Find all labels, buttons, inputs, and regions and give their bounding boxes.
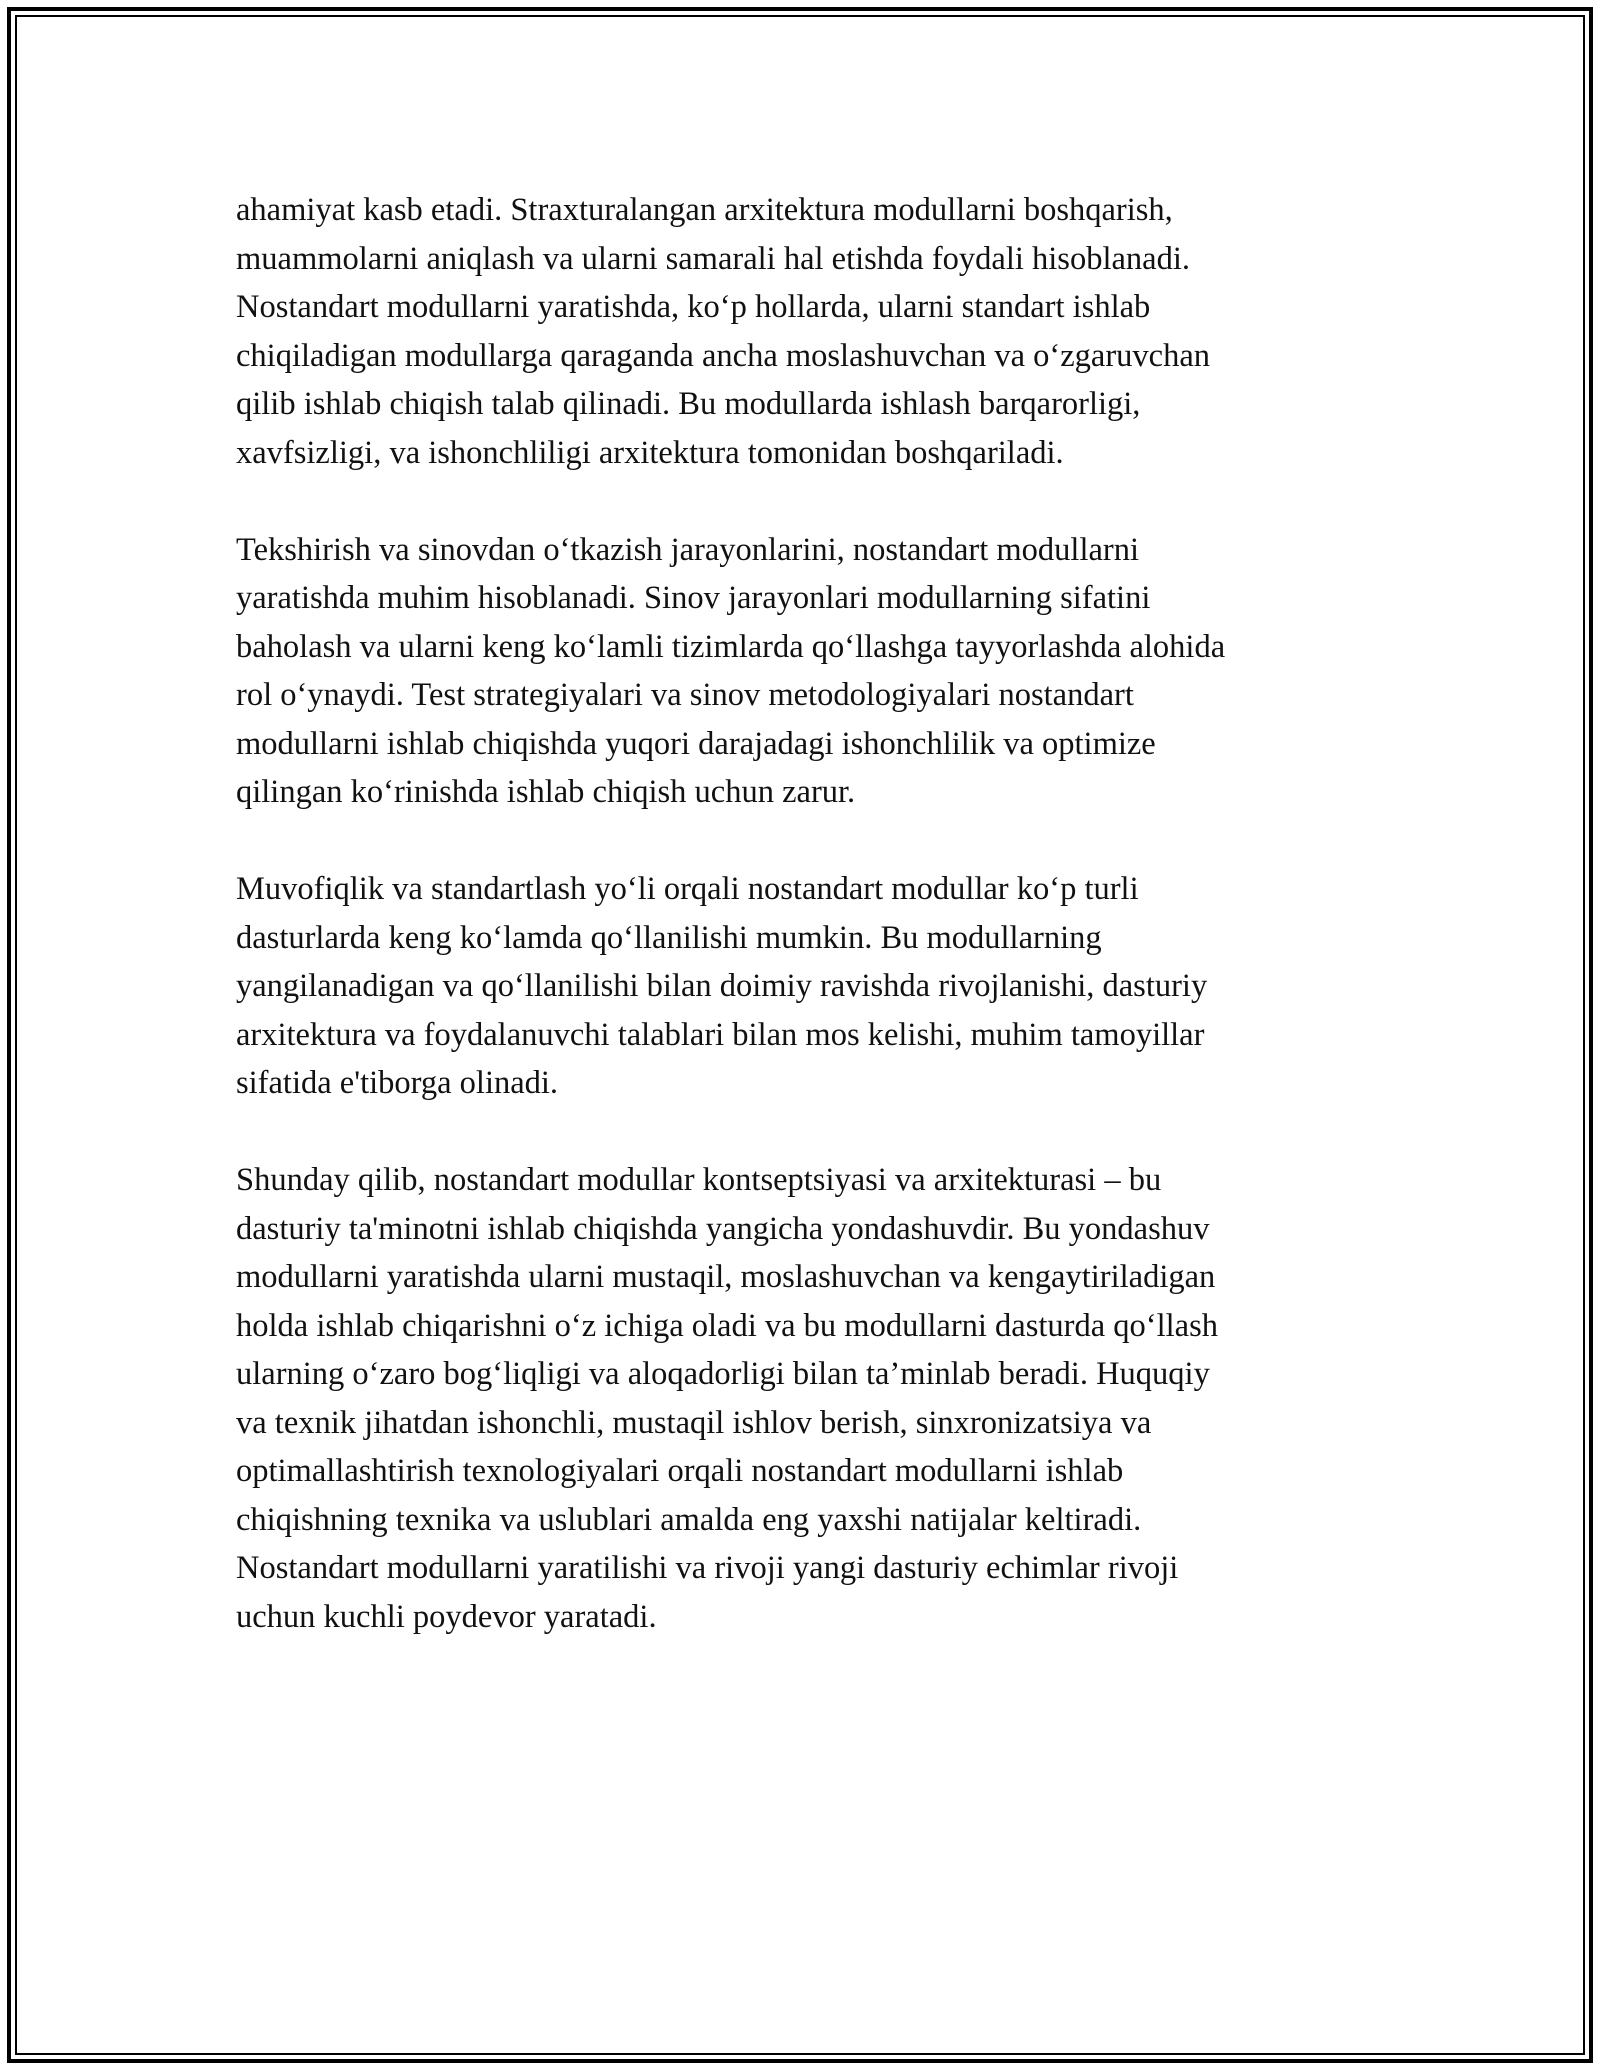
text-line: dasturlarda keng ko‘lamda qo‘llanilishi mumkin. Bu modullarning [236,919,1102,956]
text-line: uchun kuchli poydevor yaratadi. [236,1598,657,1635]
text-line: yaratishda muhim hisoblanadi. Sinov jarayonlari modullarning sifatini [236,580,1151,616]
paragraph-2 [236,526,1376,817]
text-line: va texnik jihatdan ishonchli, mustaqil ishlov berish, sinxronizatsiya va [236,1404,1152,1441]
text-line: rol o‘ynaydi. Test strategiyalari va sinov metodologiyalari nostandart [236,677,1134,713]
paragraph-1 [236,186,1376,477]
text-line: dasturiy ta'minotni ishlab chiqishda yangicha yondashuvdir. Bu yondashuv [236,1210,1210,1247]
text-line: Muvofiqlik va standartlash yo‘li orqali nostandart modullar ko‘p turli [236,871,1139,907]
paragraph-3 [236,865,1376,1108]
text-line: Shunday qilib, nostandart modullar kontseptsiyasi va arxitekturasi – bu [236,1162,1162,1198]
text-line: muammolarni aniqlash va ularni samarali hal etishda foydali hisoblanadi. [236,240,1190,277]
text-line: qilingan ko‘rinishda ishlab chiqish uchun zarur. [236,774,856,810]
text-line: xavfsizligi, va ishonchliligi arxitektura tomonidan boshqariladi. [236,434,1064,471]
text-line: modullarni ishlab chiqishda yuqori darajadagi ishonchlilik va optimize [236,725,1156,762]
text-line: modullarni yaratishda ularni mustaqil, moslashuvchan va kengaytiriladigan [236,1259,1216,1295]
text-line: qilib ishlab chiqish talab qilinadi. Bu modullarda ishlash barqarorligi, [236,386,1141,422]
text-line: sifatida e'tiborga olinadi. [236,1065,559,1101]
text-line: optimallashtirish texnologiyalari orqali nostandart modullarni ishlab [236,1453,1124,1489]
text-line: yangilanadigan va qo‘llanilishi bilan doimiy ravishda rivojlanishi, dasturiy [236,968,1208,1004]
text-line: chiqiladigan modullarga qaraganda ancha moslashuvchan va o‘zgaruvchan [236,337,1211,374]
text-line: holda ishlab chiqarishni o‘z ichiga oladi va bu modullarni dasturda qo‘llash [236,1307,1218,1344]
text-line: arxitektura va foydalanuvchi talablari bilan mos kelishi, muhim tamoyillar [236,1016,1205,1053]
text-line: ularning o‘zaro bog‘liqligi va aloqadorligi bilan ta’minlab beradi. Huquqiy [236,1356,1210,1392]
text-line: baholash va ularni keng ko‘lamli tizimlarda qo‘llashga tayyorlashda alohida [236,628,1226,665]
text-line: Nostandart modullarni yaratishda, ko‘p hollarda, ularni standart ishlab [236,289,1151,325]
paragraph-4 [236,1156,1376,1641]
text-line: chiqishning texnika va uslublari amalda eng yaxshi natijalar keltiradi. [236,1501,1142,1538]
document-body [236,186,1376,1641]
text-line: Tekshirish va sinovdan o‘tkazish jarayonlarini, nostandart modullarni [236,531,1140,568]
text-line: ahamiyat kasb etadi. Straxturalangan arxitektura modullarni boshqarish, [236,192,1173,228]
text-line: Nostandart modullarni yaratilishi va rivoji yangi dasturiy echimlar rivoji [236,1550,1179,1586]
